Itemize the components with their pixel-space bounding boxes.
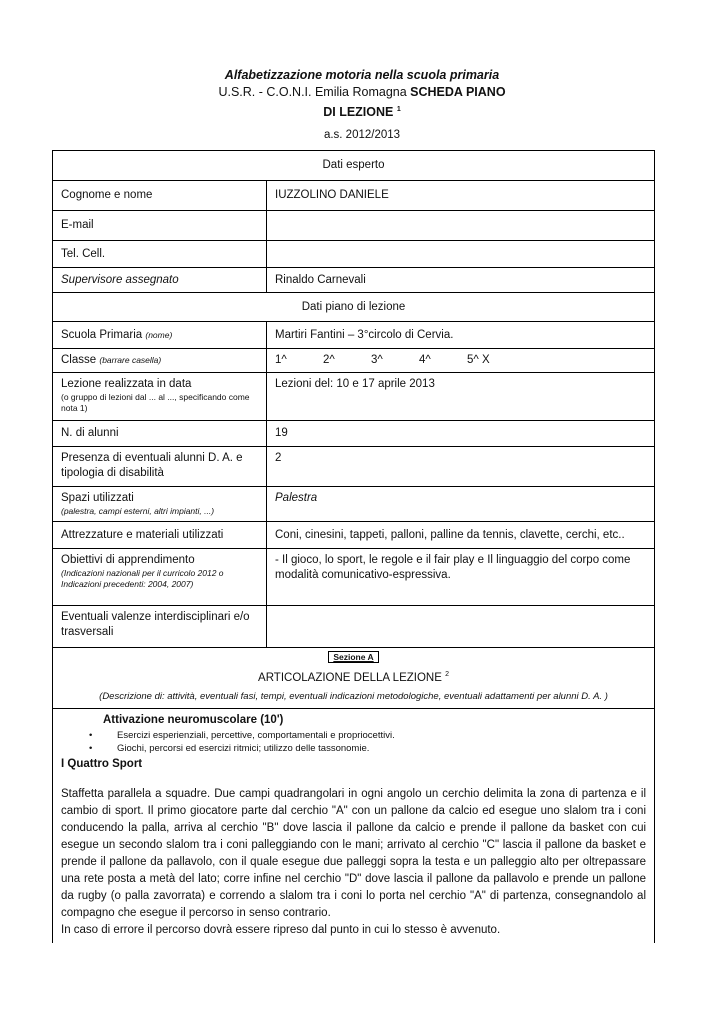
value-attrezzature: Coni, cinesini, tappeti, palloni, palline da tennis, clavette, cerchi, etc.. <box>267 522 655 549</box>
section-a-header <box>53 648 655 709</box>
classe-option-5: 5^ X <box>467 354 490 366</box>
label-email: E-mail <box>53 211 267 241</box>
value-cognome-nome: IUZZOLINO DANIELE <box>267 181 655 211</box>
label-obiettivi <box>53 549 267 606</box>
classe-label-text: Classe <box>61 354 97 366</box>
obiettivi-label-text: Obiettivi di apprendimento <box>61 554 195 566</box>
lesson-body <box>53 708 655 943</box>
footnote-ref-1: 1 <box>396 106 401 113</box>
label-cognome-nome: Cognome e nome <box>53 181 267 211</box>
section-dati-piano: Dati piano di lezione <box>53 293 655 322</box>
subtitle-bold: SCHEDA PIANO <box>410 85 506 99</box>
spazi-note: (palestra, campi esterni, altri impianti, ...) <box>61 506 215 516</box>
classe-option-1: 1^ <box>275 354 287 366</box>
articolazione-title <box>61 667 646 686</box>
lezione-note: (o gruppo di lezioni dal ... al ..., specificando come nota 1) <box>61 392 250 413</box>
section-dati-esperto: Dati esperto <box>53 151 655 181</box>
value-spazi: Palestra <box>267 487 655 522</box>
value-scuola: Martiri Fantini – 3°circolo di Cervia. <box>267 322 655 349</box>
classe-note: (barrare casella) <box>99 355 162 365</box>
label-supervisore: Supervisore assegnato <box>53 268 267 293</box>
scuola-label-text: Scuola Primaria <box>61 328 143 341</box>
value-obiettivi: - Il gioco, lo sport, le regole e il fair play e Il linguaggio del corpo come modalità comunicativo-espressiva. <box>267 549 655 606</box>
value-valenze <box>267 606 655 648</box>
label-scuola <box>53 322 267 349</box>
subtitle-line2-text: DI LEZIONE <box>323 105 394 120</box>
label-valenze: Eventuali valenze interdisciplinari e/o trasversali <box>53 606 267 648</box>
label-n-alunni: N. di alunni <box>53 421 267 447</box>
label-classe <box>53 349 267 373</box>
label-spazi <box>53 487 267 522</box>
value-alunni-da: 2 <box>267 447 655 487</box>
label-lezione-data <box>53 373 267 421</box>
document-title: Alfabetizzazione motoria nella scuola primaria <box>224 68 500 82</box>
spazi-label-text: Spazi utilizzati <box>61 492 134 504</box>
label-attrezzature: Attrezzature e materiali utilizzati <box>53 522 267 549</box>
lesson-plan-table <box>52 150 655 943</box>
sport-description: Staffetta parallela a squadre. Due campi quadrangolari in ogni angolo un cerchio delimita la zona di partenza e il cambio di sport. Il primo giocatore parte dal cerchio "A" con un pallone da calcio ed esegue uno slalom tra i coni conducendo la palla, arriva al cerchio "B" dove lascia il pallone da calcio e prende il pallone da basket con cui esegue un secondo slalom tra i coni palleggiando con le mani; arrivato al cerchio "C" lascia il pallone da basket e prende il pallone da pallavolo, con il quale esegue due palleggi sopra la testa e un palleggio alto per oltrepassare una rete posta a metà del lato; corre infine nel cerchio "D" dove lascia il pallone da pallavolo e prende un pallone da rugby (o palla zavorrata) e correndo a slalom tra i coni lo porta nel cerchio "A" di partenza, consegnandolo al compagno che esegue il percorso in senso contrario. <box>61 787 647 919</box>
scuola-note: (nome) <box>145 329 173 340</box>
school-year: a.s. 2012/2013 <box>323 129 401 141</box>
activation-title: Attivazione neuromuscolare (10') <box>103 713 284 726</box>
footnote-ref-2: 2 <box>445 671 449 678</box>
error-rule: In caso di errore il percorso dovrà essere ripreso dal punto in cui lo stesso è avvenuto. <box>61 923 501 936</box>
subtitle-prefix: U.S.R. - C.O.N.I. Emilia Romagna <box>218 85 411 99</box>
articolazione-description: (Descrizione di: attività, eventuali fasi, tempi, eventuali indicazioni metodologiche, eventuali adattamenti per alunni D. A. ) <box>99 690 608 702</box>
document-subtitle <box>0 84 724 100</box>
activation-bullet-2: • Giochi, percorsi ed esercizi ritmici; utilizzo delle tassonomie. <box>103 742 646 755</box>
classe-option-4: 4^ <box>419 354 431 366</box>
value-tel-cell <box>267 241 655 268</box>
lezione-label-text: Lezione realizzata in data <box>61 378 192 390</box>
value-lezione-data: Lezioni del: 10 e 17 aprile 2013 <box>267 373 655 421</box>
value-supervisore: Rinaldo Carnevali <box>267 268 655 293</box>
classe-option-3: 3^ <box>371 354 383 366</box>
activation-bullet-1: • Esercizi esperienziali, percettive, comportamentali e propriocettivi. <box>103 729 646 742</box>
value-classe <box>267 349 655 373</box>
value-email <box>267 211 655 241</box>
obiettivi-note: (Indicazioni nazionali per il curricolo 2012 o Indicazioni precedenti: 2004, 2007) <box>61 568 224 589</box>
sport-title: I Quattro Sport <box>61 757 143 770</box>
classe-option-2: 2^ <box>323 354 335 366</box>
label-alunni-da: Presenza di eventuali alunni D. A. e tipologia di disabilità <box>53 447 267 487</box>
section-a-tag: Sezione A <box>328 651 378 663</box>
label-tel-cell: Tel. Cell. <box>53 241 267 268</box>
activation-list <box>61 729 646 755</box>
document-subtitle-line2 <box>0 102 724 120</box>
value-n-alunni: 19 <box>267 421 655 447</box>
articolazione-title-text: ARTICOLAZIONE DELLA LEZIONE <box>258 671 442 684</box>
